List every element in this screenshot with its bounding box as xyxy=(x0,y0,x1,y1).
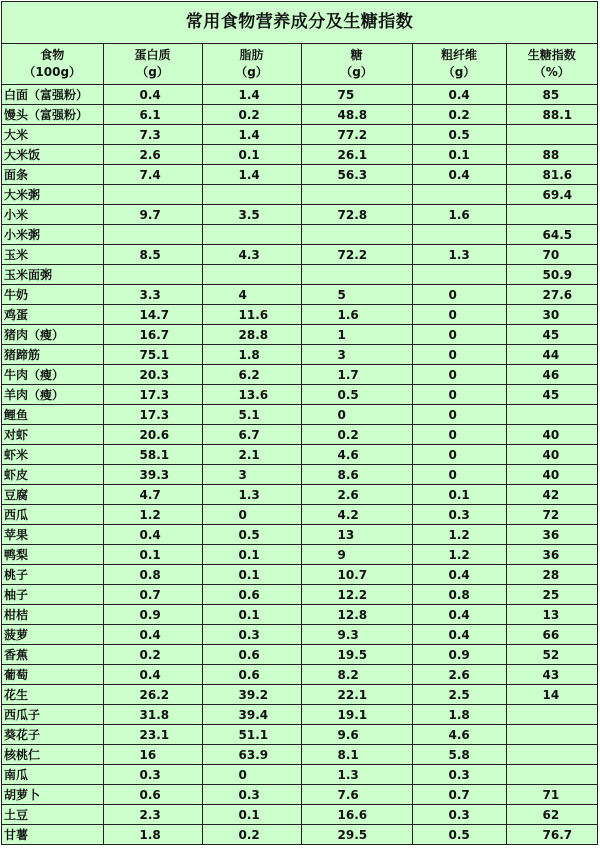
food-name-cell: 西瓜 xyxy=(2,505,103,525)
food-name-cell: 鸭梨 xyxy=(2,545,103,565)
header-food-label: 食物 xyxy=(40,48,65,62)
glycemic-index-cell: 27.6 xyxy=(506,285,597,305)
sugar-cell: 12.2 xyxy=(301,585,412,605)
fat-cell: 1.4 xyxy=(202,165,301,185)
header-protein-unit: （g） xyxy=(136,65,169,79)
fat-cell: 13.6 xyxy=(202,385,301,405)
sugar-cell: 0.5 xyxy=(301,385,412,405)
protein-cell: 16 xyxy=(103,745,202,765)
food-name-cell: 桃子 xyxy=(2,565,103,585)
table-row xyxy=(2,225,597,245)
table-row xyxy=(2,325,597,345)
fat-cell: 1.3 xyxy=(202,485,301,505)
fiber-cell: 1.2 xyxy=(412,545,506,565)
protein-cell xyxy=(103,225,202,245)
fiber-cell: 0 xyxy=(412,465,506,485)
protein-cell: 8.5 xyxy=(103,245,202,265)
protein-cell: 1.2 xyxy=(103,505,202,525)
food-name-cell: 羊肉（瘦） xyxy=(2,385,103,405)
sugar-cell xyxy=(301,185,412,205)
glycemic-index-cell: 88.1 xyxy=(506,105,597,125)
food-name-cell: 大米饭 xyxy=(2,145,103,165)
food-name-cell: 玉米 xyxy=(2,245,103,265)
fiber-cell: 0 xyxy=(412,365,506,385)
glycemic-index-cell: 76.7 xyxy=(506,825,597,845)
table-row xyxy=(2,445,597,465)
glycemic-index-cell xyxy=(506,705,597,725)
sugar-cell: 13 xyxy=(301,525,412,545)
food-name-cell: 柚子 xyxy=(2,585,103,605)
fiber-cell xyxy=(412,265,506,285)
table-row xyxy=(2,265,597,285)
table-row xyxy=(2,85,597,105)
table-row xyxy=(2,525,597,545)
sugar-cell: 19.5 xyxy=(301,645,412,665)
sugar-cell: 8.2 xyxy=(301,665,412,685)
glycemic-index-cell: 50.9 xyxy=(506,265,597,285)
protein-cell: 0.1 xyxy=(103,545,202,565)
sugar-cell: 19.1 xyxy=(301,705,412,725)
fat-cell xyxy=(202,265,301,285)
food-name-cell: 大米粥 xyxy=(2,185,103,205)
food-name-cell: 甘薯 xyxy=(2,825,103,845)
glycemic-index-cell: 69.4 xyxy=(506,185,597,205)
protein-cell: 16.7 xyxy=(103,325,202,345)
sugar-cell: 0.2 xyxy=(301,425,412,445)
fiber-cell: 0 xyxy=(412,325,506,345)
food-name-cell: 猪蹄筋 xyxy=(2,345,103,365)
table-row xyxy=(2,485,597,505)
protein-cell: 17.3 xyxy=(103,385,202,405)
fiber-cell xyxy=(412,185,506,205)
fiber-cell: 0 xyxy=(412,285,506,305)
fiber-cell: 0.5 xyxy=(412,825,506,845)
header-fat xyxy=(202,44,301,85)
fat-cell xyxy=(202,225,301,245)
nutrition-table xyxy=(2,44,597,844)
table-title: 常用食物营养成分及生糖指数 xyxy=(2,2,597,44)
table-header xyxy=(2,44,597,85)
fat-cell: 0.1 xyxy=(202,805,301,825)
fiber-cell: 1.3 xyxy=(412,245,506,265)
protein-cell: 0.4 xyxy=(103,525,202,545)
protein-cell: 0.9 xyxy=(103,605,202,625)
sugar-cell: 2.6 xyxy=(301,485,412,505)
fat-cell: 5.1 xyxy=(202,405,301,425)
table-row xyxy=(2,365,597,385)
fiber-cell: 0.3 xyxy=(412,765,506,785)
sugar-cell: 3 xyxy=(301,345,412,365)
fat-cell: 3 xyxy=(202,465,301,485)
fat-cell: 1.8 xyxy=(202,345,301,365)
sugar-cell: 1.7 xyxy=(301,365,412,385)
table-row xyxy=(2,205,597,225)
fat-cell: 0.3 xyxy=(202,625,301,645)
table-row xyxy=(2,785,597,805)
food-name-cell: 葡萄 xyxy=(2,665,103,685)
sugar-cell: 1 xyxy=(301,325,412,345)
fiber-cell: 0 xyxy=(412,445,506,465)
protein-cell: 14.7 xyxy=(103,305,202,325)
fat-cell: 0.1 xyxy=(202,545,301,565)
header-protein xyxy=(103,44,202,85)
sugar-cell xyxy=(301,225,412,245)
fiber-cell: 0.1 xyxy=(412,145,506,165)
table-row xyxy=(2,505,597,525)
sugar-cell: 9 xyxy=(301,545,412,565)
fat-cell: 1.4 xyxy=(202,85,301,105)
header-glycemic-index-unit: （%） xyxy=(533,65,570,79)
header-fat-label: 脂肪 xyxy=(239,48,264,62)
fiber-cell xyxy=(412,225,506,245)
fat-cell: 0.1 xyxy=(202,145,301,165)
fiber-cell: 0 xyxy=(412,385,506,405)
fiber-cell: 0.4 xyxy=(412,165,506,185)
fat-cell: 3.5 xyxy=(202,205,301,225)
food-name-cell: 鸡蛋 xyxy=(2,305,103,325)
table-row xyxy=(2,345,597,365)
table-row xyxy=(2,405,597,425)
table-row xyxy=(2,645,597,665)
table-row xyxy=(2,585,597,605)
sugar-cell: 4.2 xyxy=(301,505,412,525)
glycemic-index-cell xyxy=(506,725,597,745)
header-row xyxy=(2,44,597,85)
sugar-cell: 5 xyxy=(301,285,412,305)
fat-cell: 0.2 xyxy=(202,105,301,125)
sugar-cell: 12.8 xyxy=(301,605,412,625)
glycemic-index-cell: 72 xyxy=(506,505,597,525)
table-row xyxy=(2,245,597,265)
protein-cell: 0.4 xyxy=(103,665,202,685)
glycemic-index-cell: 28 xyxy=(506,565,597,585)
glycemic-index-cell: 40 xyxy=(506,465,597,485)
sugar-cell: 72.8 xyxy=(301,205,412,225)
protein-cell: 0.6 xyxy=(103,785,202,805)
food-name-cell: 苹果 xyxy=(2,525,103,545)
table-row xyxy=(2,425,597,445)
glycemic-index-cell: 52 xyxy=(506,645,597,665)
protein-cell: 0.3 xyxy=(103,765,202,785)
protein-cell: 9.7 xyxy=(103,205,202,225)
table-row xyxy=(2,825,597,845)
fat-cell: 4 xyxy=(202,285,301,305)
table-row xyxy=(2,565,597,585)
fat-cell: 0.1 xyxy=(202,605,301,625)
fiber-cell: 0.8 xyxy=(412,585,506,605)
protein-cell: 0.2 xyxy=(103,645,202,665)
table-row xyxy=(2,605,597,625)
sugar-cell: 4.6 xyxy=(301,445,412,465)
sugar-cell: 48.8 xyxy=(301,105,412,125)
food-name-cell: 香蕉 xyxy=(2,645,103,665)
fiber-cell: 0.5 xyxy=(412,125,506,145)
food-name-cell: 核桃仁 xyxy=(2,745,103,765)
glycemic-index-cell: 44 xyxy=(506,345,597,365)
protein-cell: 23.1 xyxy=(103,725,202,745)
food-name-cell: 牛奶 xyxy=(2,285,103,305)
protein-cell: 0.7 xyxy=(103,585,202,605)
sugar-cell: 75 xyxy=(301,85,412,105)
food-name-cell: 西瓜子 xyxy=(2,705,103,725)
fat-cell: 0 xyxy=(202,505,301,525)
protein-cell: 20.6 xyxy=(103,425,202,445)
table-row xyxy=(2,105,597,125)
header-food-unit: （100g） xyxy=(23,65,82,79)
table-row xyxy=(2,385,597,405)
glycemic-index-cell: 14 xyxy=(506,685,597,705)
sugar-cell xyxy=(301,265,412,285)
glycemic-index-cell xyxy=(506,405,597,425)
table-row xyxy=(2,465,597,485)
header-fiber-unit: （g） xyxy=(442,65,476,79)
food-name-cell: 对虾 xyxy=(2,425,103,445)
fiber-cell: 0.7 xyxy=(412,785,506,805)
fat-cell: 0.6 xyxy=(202,585,301,605)
glycemic-index-cell: 71 xyxy=(506,785,597,805)
sugar-cell: 9.3 xyxy=(301,625,412,645)
protein-cell: 75.1 xyxy=(103,345,202,365)
glycemic-index-cell: 40 xyxy=(506,445,597,465)
fat-cell: 1.4 xyxy=(202,125,301,145)
protein-cell: 4.7 xyxy=(103,485,202,505)
fiber-cell: 1.8 xyxy=(412,705,506,725)
fat-cell: 11.6 xyxy=(202,305,301,325)
fiber-cell: 0.1 xyxy=(412,485,506,505)
sugar-cell: 22.1 xyxy=(301,685,412,705)
food-name-cell: 牛肉（瘦） xyxy=(2,365,103,385)
sugar-cell: 26.1 xyxy=(301,145,412,165)
protein-cell: 58.1 xyxy=(103,445,202,465)
table-row xyxy=(2,745,597,765)
fat-cell: 0.3 xyxy=(202,785,301,805)
glycemic-index-cell: 46 xyxy=(506,365,597,385)
sugar-cell: 8.1 xyxy=(301,745,412,765)
glycemic-index-cell: 64.5 xyxy=(506,225,597,245)
fiber-cell: 0 xyxy=(412,405,506,425)
glycemic-index-cell: 43 xyxy=(506,665,597,685)
fat-cell: 0 xyxy=(202,765,301,785)
table-body xyxy=(2,85,597,845)
table-row xyxy=(2,765,597,785)
sugar-cell: 1.6 xyxy=(301,305,412,325)
fiber-cell: 0 xyxy=(412,305,506,325)
table-row xyxy=(2,165,597,185)
glycemic-index-cell: 62 xyxy=(506,805,597,825)
food-name-cell: 菠萝 xyxy=(2,625,103,645)
glycemic-index-cell xyxy=(506,765,597,785)
glycemic-index-cell: 88 xyxy=(506,145,597,165)
protein-cell: 31.8 xyxy=(103,705,202,725)
food-name-cell: 花生 xyxy=(2,685,103,705)
glycemic-index-cell xyxy=(506,205,597,225)
sugar-cell: 16.6 xyxy=(301,805,412,825)
header-fat-unit: （g） xyxy=(235,65,268,79)
table-row xyxy=(2,805,597,825)
fat-cell xyxy=(202,185,301,205)
glycemic-index-cell: 45 xyxy=(506,385,597,405)
sugar-cell: 56.3 xyxy=(301,165,412,185)
glycemic-index-cell: 70 xyxy=(506,245,597,265)
table-row xyxy=(2,145,597,165)
fiber-cell: 0.3 xyxy=(412,805,506,825)
fat-cell: 0.1 xyxy=(202,565,301,585)
glycemic-index-cell: 66 xyxy=(506,625,597,645)
fiber-cell: 0.4 xyxy=(412,85,506,105)
glycemic-index-cell: 13 xyxy=(506,605,597,625)
protein-cell: 0.4 xyxy=(103,625,202,645)
table-row xyxy=(2,685,597,705)
table-row xyxy=(2,185,597,205)
protein-cell: 7.3 xyxy=(103,125,202,145)
fat-cell: 39.4 xyxy=(202,705,301,725)
protein-cell: 20.3 xyxy=(103,365,202,385)
table-row xyxy=(2,665,597,685)
table-row xyxy=(2,625,597,645)
header-fiber-label: 粗纤维 xyxy=(440,48,477,62)
fiber-cell: 5.8 xyxy=(412,745,506,765)
header-glycemic-index xyxy=(506,44,597,85)
food-name-cell: 鲤鱼 xyxy=(2,405,103,425)
fat-cell: 63.9 xyxy=(202,745,301,765)
fat-cell: 39.2 xyxy=(202,685,301,705)
table-row xyxy=(2,545,597,565)
fat-cell: 0.6 xyxy=(202,645,301,665)
glycemic-index-cell: 25 xyxy=(506,585,597,605)
header-glycemic-index-label: 生糖指数 xyxy=(527,48,576,62)
protein-cell: 7.4 xyxy=(103,165,202,185)
fiber-cell: 2.6 xyxy=(412,665,506,685)
fat-cell: 51.1 xyxy=(202,725,301,745)
fat-cell: 0.6 xyxy=(202,665,301,685)
table-row xyxy=(2,285,597,305)
glycemic-index-cell xyxy=(506,745,597,765)
glycemic-index-cell: 36 xyxy=(506,545,597,565)
header-food xyxy=(2,44,103,85)
sugar-cell: 77.2 xyxy=(301,125,412,145)
food-name-cell: 小米粥 xyxy=(2,225,103,245)
glycemic-index-cell xyxy=(506,125,597,145)
protein-cell: 39.3 xyxy=(103,465,202,485)
fat-cell: 4.3 xyxy=(202,245,301,265)
header-sugar-unit: （g） xyxy=(340,65,373,79)
food-name-cell: 南瓜 xyxy=(2,765,103,785)
glycemic-index-cell: 30 xyxy=(506,305,597,325)
food-name-cell: 小米 xyxy=(2,205,103,225)
food-name-cell: 虾米 xyxy=(2,445,103,465)
nutrition-table-sheet xyxy=(1,1,598,845)
fiber-cell: 0.2 xyxy=(412,105,506,125)
glycemic-index-cell: 42 xyxy=(506,485,597,505)
table-row xyxy=(2,705,597,725)
header-fiber xyxy=(412,44,506,85)
food-name-cell: 猪肉（瘦） xyxy=(2,325,103,345)
fiber-cell: 1.2 xyxy=(412,525,506,545)
protein-cell: 17.3 xyxy=(103,405,202,425)
glycemic-index-cell: 85 xyxy=(506,85,597,105)
protein-cell: 2.3 xyxy=(103,805,202,825)
fat-cell: 28.8 xyxy=(202,325,301,345)
header-sugar-label: 糖 xyxy=(350,48,363,62)
header-protein-label: 蛋白质 xyxy=(134,48,171,62)
fiber-cell: 4.6 xyxy=(412,725,506,745)
sugar-cell: 9.6 xyxy=(301,725,412,745)
protein-cell xyxy=(103,265,202,285)
protein-cell xyxy=(103,185,202,205)
table-row xyxy=(2,305,597,325)
sugar-cell: 7.6 xyxy=(301,785,412,805)
fat-cell: 0.2 xyxy=(202,825,301,845)
fat-cell: 2.1 xyxy=(202,445,301,465)
food-name-cell: 大米 xyxy=(2,125,103,145)
sugar-cell: 1.3 xyxy=(301,765,412,785)
food-name-cell: 玉米面粥 xyxy=(2,265,103,285)
food-name-cell: 胡萝卜 xyxy=(2,785,103,805)
food-name-cell: 土豆 xyxy=(2,805,103,825)
header-sugar xyxy=(301,44,412,85)
fiber-cell: 0 xyxy=(412,345,506,365)
table-row xyxy=(2,725,597,745)
food-name-cell: 白面（富强粉） xyxy=(2,85,103,105)
fiber-cell: 0 xyxy=(412,425,506,445)
fat-cell: 6.2 xyxy=(202,365,301,385)
protein-cell: 2.6 xyxy=(103,145,202,165)
glycemic-index-cell: 81.6 xyxy=(506,165,597,185)
protein-cell: 26.2 xyxy=(103,685,202,705)
fiber-cell: 0.4 xyxy=(412,605,506,625)
protein-cell: 0.4 xyxy=(103,85,202,105)
food-name-cell: 豆腐 xyxy=(2,485,103,505)
fiber-cell: 0.9 xyxy=(412,645,506,665)
protein-cell: 0.8 xyxy=(103,565,202,585)
food-name-cell: 柑桔 xyxy=(2,605,103,625)
sugar-cell: 8.6 xyxy=(301,465,412,485)
table-row xyxy=(2,125,597,145)
protein-cell: 3.3 xyxy=(103,285,202,305)
sugar-cell: 29.5 xyxy=(301,825,412,845)
sugar-cell: 72.2 xyxy=(301,245,412,265)
fiber-cell: 2.5 xyxy=(412,685,506,705)
glycemic-index-cell: 36 xyxy=(506,525,597,545)
food-name-cell: 面条 xyxy=(2,165,103,185)
fiber-cell: 0.4 xyxy=(412,625,506,645)
fat-cell: 6.7 xyxy=(202,425,301,445)
fiber-cell: 0.4 xyxy=(412,565,506,585)
fiber-cell: 1.6 xyxy=(412,205,506,225)
fiber-cell: 0.3 xyxy=(412,505,506,525)
protein-cell: 1.8 xyxy=(103,825,202,845)
food-name-cell: 馒头（富强粉） xyxy=(2,105,103,125)
sugar-cell: 10.7 xyxy=(301,565,412,585)
glycemic-index-cell: 40 xyxy=(506,425,597,445)
fat-cell: 0.5 xyxy=(202,525,301,545)
glycemic-index-cell: 45 xyxy=(506,325,597,345)
protein-cell: 6.1 xyxy=(103,105,202,125)
sugar-cell: 0 xyxy=(301,405,412,425)
food-name-cell: 葵花子 xyxy=(2,725,103,745)
food-name-cell: 虾皮 xyxy=(2,465,103,485)
